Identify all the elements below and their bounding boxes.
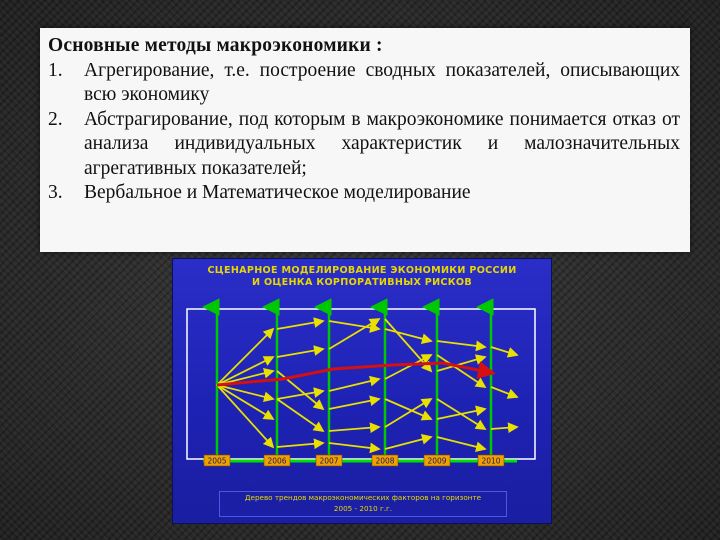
branch-arrow <box>217 385 273 399</box>
branch-arrow <box>437 399 485 429</box>
diagram-caption <box>219 491 507 517</box>
branch-arrow <box>385 399 431 427</box>
text-card <box>40 28 690 252</box>
branch-arrow <box>385 355 431 379</box>
branch-arrow <box>491 427 517 429</box>
year-label: 2009 <box>427 456 447 466</box>
branch-arrow <box>277 391 323 399</box>
branch-arrow <box>277 321 323 329</box>
item-number: 1. <box>48 59 63 81</box>
item-number: 3. <box>48 182 63 203</box>
diagram-title-line2: И ОЦЕНКА КОРПОРАТИВНЫХ РИСКОВ <box>252 277 472 288</box>
year-label: 2005 <box>207 456 227 466</box>
year-label: 2008 <box>375 456 395 466</box>
branch-arrow <box>329 399 379 409</box>
branch-arrow <box>329 319 379 349</box>
branch-arrow <box>329 427 379 431</box>
branch-arrow <box>491 387 517 397</box>
branch-arrow <box>217 385 273 447</box>
item-text: Агрегирование, т.е. построение сводных показателей, описывающих всю экономику <box>84 59 680 105</box>
branch-arrow <box>329 379 379 391</box>
trend-tree <box>173 259 551 523</box>
branch-arrow <box>329 321 379 329</box>
slide-text <box>48 34 680 206</box>
diagram-title-line1: СЦЕНАРНОЕ МОДЕЛИРОВАНИЕ ЭКОНОМИКИ РОССИИ <box>207 265 517 276</box>
item-number: 2. <box>48 108 63 130</box>
item-text: Абстрагирование, под которым в макроэкономике понимается отказ от анализа индивидуальных характеристик и малозначительных агрегативных показателей; <box>84 108 680 179</box>
list-item <box>48 59 680 108</box>
caption-line2: 2005 - 2010 г.г. <box>333 504 393 513</box>
list-item <box>48 108 680 182</box>
branch-arrow <box>385 437 431 449</box>
branch-arrow <box>217 385 273 419</box>
branch-arrow <box>437 341 485 347</box>
scenario-diagram-image <box>172 258 552 524</box>
year-label: 2007 <box>319 456 339 466</box>
branch-arrow <box>437 437 485 449</box>
year-label: 2010 <box>481 456 501 466</box>
branch-arrow <box>385 399 431 419</box>
branch-arrow <box>277 443 323 447</box>
branch-arrow <box>277 349 323 357</box>
section-heading: Основные методы макроэкономики : <box>48 35 383 56</box>
branch-arrow <box>385 329 431 341</box>
item-text: Вербальное и Математическое моделирование <box>84 182 471 203</box>
year-label: 2006 <box>267 456 287 466</box>
caption-line1: Дерево трендов макроэкономических факторов на горизонте <box>244 493 482 502</box>
list-item <box>48 181 680 206</box>
branch-arrow <box>329 443 379 449</box>
branch-arrow <box>491 347 517 355</box>
branch-arrow <box>217 329 273 385</box>
